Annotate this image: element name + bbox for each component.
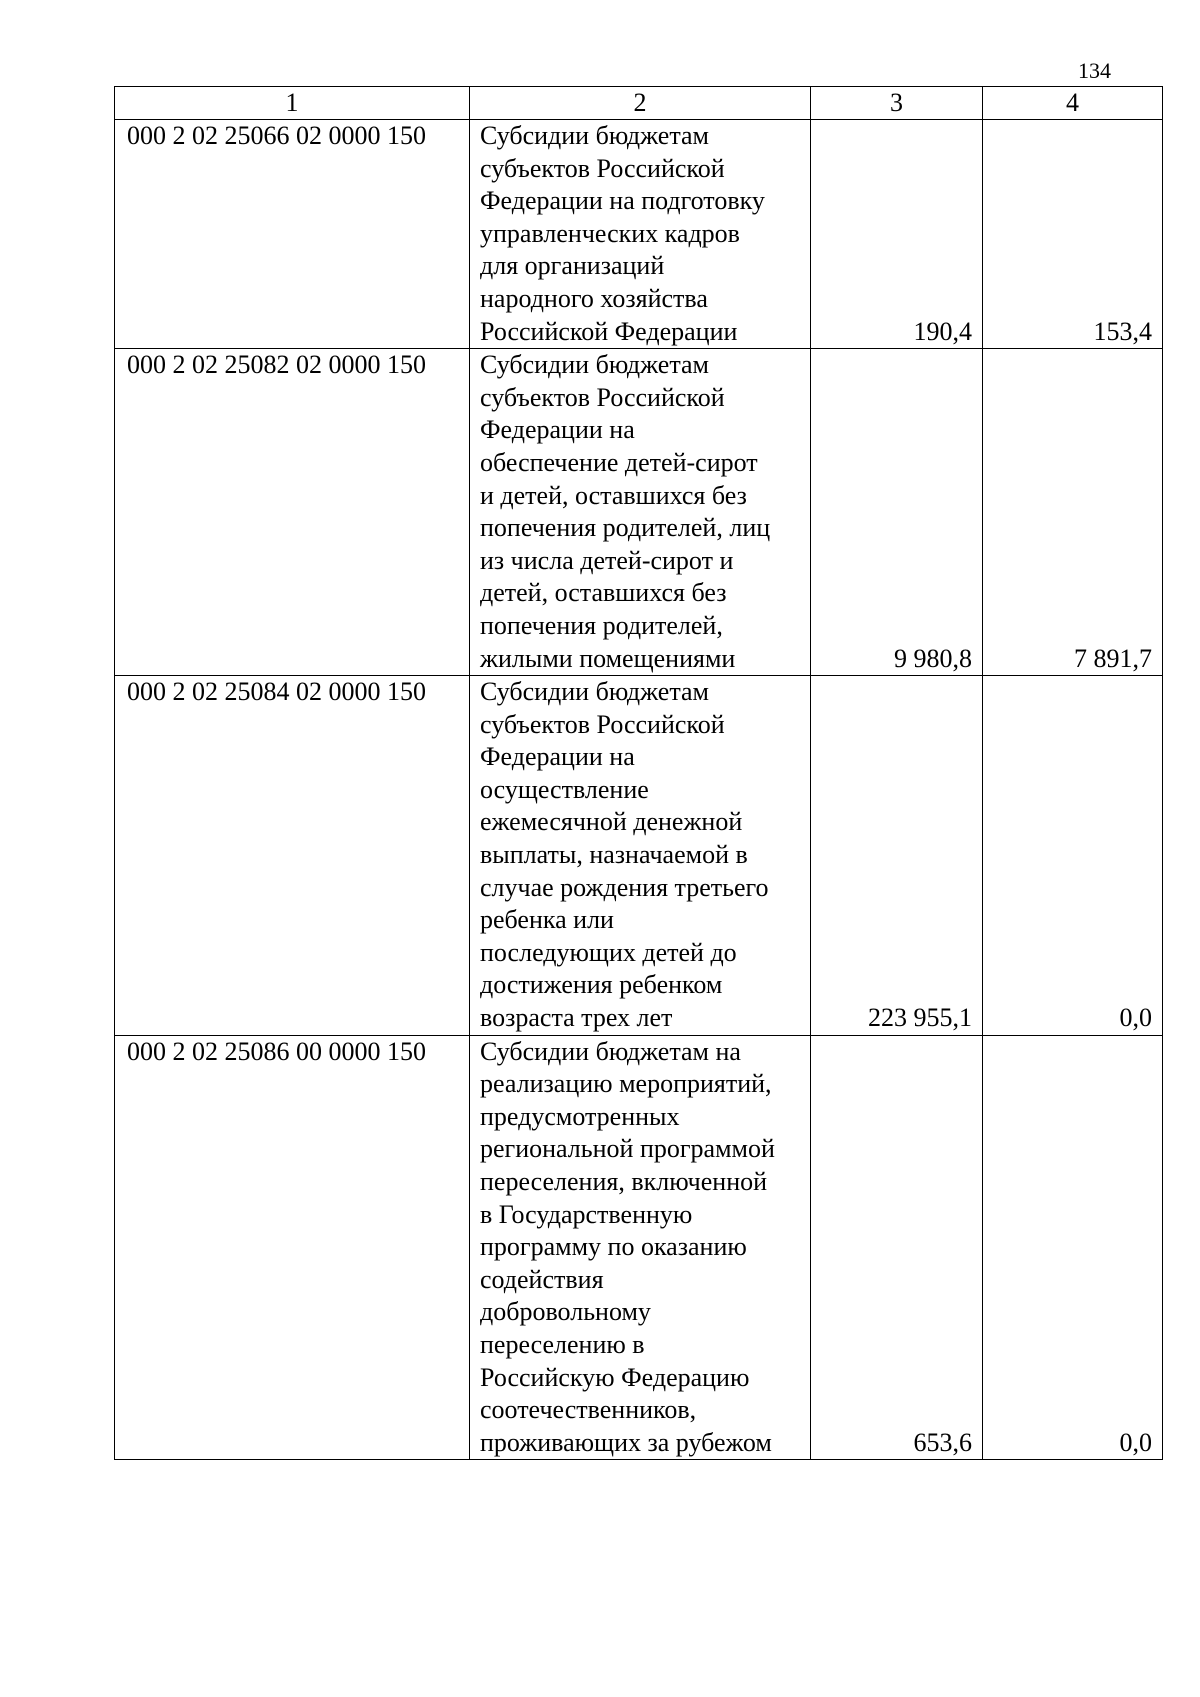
amount-col3-cell: 653,6	[811, 1035, 983, 1460]
description-line: народного хозяйства	[480, 283, 708, 313]
amount-col4-cell: 0,0	[983, 676, 1163, 1036]
description-line: Субсидии бюджетам на	[480, 1036, 741, 1066]
description-cell	[470, 120, 811, 349]
budget-code-cell: 000 2 02 25086 00 0000 150	[115, 1035, 470, 1460]
description-line: ребенка или	[480, 905, 614, 935]
description-cell	[470, 349, 811, 676]
description-line: Федерации на	[480, 742, 635, 772]
description-line: добровольному	[480, 1297, 651, 1327]
description-line: предусмотренных	[480, 1101, 680, 1131]
description-line: достижения ребенком	[480, 970, 723, 1000]
budget-code-cell: 000 2 02 25066 02 0000 150	[115, 120, 470, 349]
column-header: 4	[983, 87, 1163, 120]
description-line: соотечественников,	[480, 1395, 697, 1425]
description-line: детей, оставшихся без	[480, 578, 727, 608]
description-line: Субсидии бюджетам	[480, 121, 709, 150]
description-line: переселения, включенной	[480, 1167, 768, 1196]
table-row	[115, 120, 1163, 349]
amount-col3-cell: 190,4	[811, 120, 983, 349]
description-line: региональной программой	[480, 1134, 775, 1164]
description-line: Федерации на	[480, 415, 635, 445]
description-cell	[470, 676, 811, 1036]
table-row	[115, 1035, 1163, 1460]
description-cell	[470, 1035, 811, 1460]
description-line: для организаций	[480, 251, 665, 281]
amount-col4-cell: 7 891,7	[983, 349, 1163, 676]
column-header: 1	[115, 87, 470, 120]
budget-table	[114, 86, 1163, 1460]
description-line: содействия	[480, 1264, 604, 1294]
description-line: и детей, оставшихся без	[480, 480, 747, 510]
table-body	[115, 120, 1163, 1460]
description-line: реализацию мероприятий,	[480, 1069, 772, 1099]
description-line: проживающих за рубежом	[480, 1427, 772, 1457]
description-line: в Государственную	[480, 1199, 693, 1229]
header-row	[115, 87, 1163, 120]
column-header: 3	[811, 87, 983, 120]
description-line: обеспечение детей-сирот	[480, 447, 758, 477]
description-line: программу по оказанию	[480, 1232, 747, 1262]
description-line: попечения родителей,	[480, 610, 723, 640]
description-line: последующих детей до	[480, 937, 737, 967]
description-line: субъектов Российской	[480, 153, 725, 183]
description-line: управленческих кадров	[480, 218, 740, 248]
budget-code-cell: 000 2 02 25084 02 0000 150	[115, 676, 470, 1036]
description-line: жилыми помещениями	[480, 643, 736, 673]
description-line: Федерации на подготовку	[480, 186, 765, 216]
description-line: субъектов Российской	[480, 382, 725, 412]
description-line: субъектов Российской	[480, 709, 725, 739]
amount-col4-cell: 153,4	[983, 120, 1163, 349]
description-line: выплаты, назначаемой в	[480, 840, 748, 870]
column-header: 2	[470, 87, 811, 120]
description-line: ежемесячной денежной	[480, 807, 743, 837]
description-line: из числа детей-сирот и	[480, 545, 734, 575]
description-line: случае рождения третьего	[480, 872, 769, 902]
description-line: попечения родителей, лиц	[480, 513, 771, 543]
description-line: Субсидии бюджетам	[480, 350, 709, 380]
amount-col3-cell: 9 980,8	[811, 349, 983, 676]
amount-col4-cell: 0,0	[983, 1035, 1163, 1460]
description-line: Российскую Федерацию	[480, 1362, 750, 1392]
table-row	[115, 349, 1163, 676]
description-line: Субсидии бюджетам	[480, 677, 709, 707]
budget-code-cell: 000 2 02 25082 02 0000 150	[115, 349, 470, 676]
table-row	[115, 676, 1163, 1036]
page-number: 134	[1078, 58, 1111, 83]
description-line: Российской Федерации	[480, 316, 738, 346]
description-line: переселению в	[480, 1329, 645, 1359]
amount-col3-cell: 223 955,1	[811, 676, 983, 1036]
description-line: осуществление	[480, 774, 649, 804]
description-line: возраста трех лет	[480, 1003, 673, 1033]
